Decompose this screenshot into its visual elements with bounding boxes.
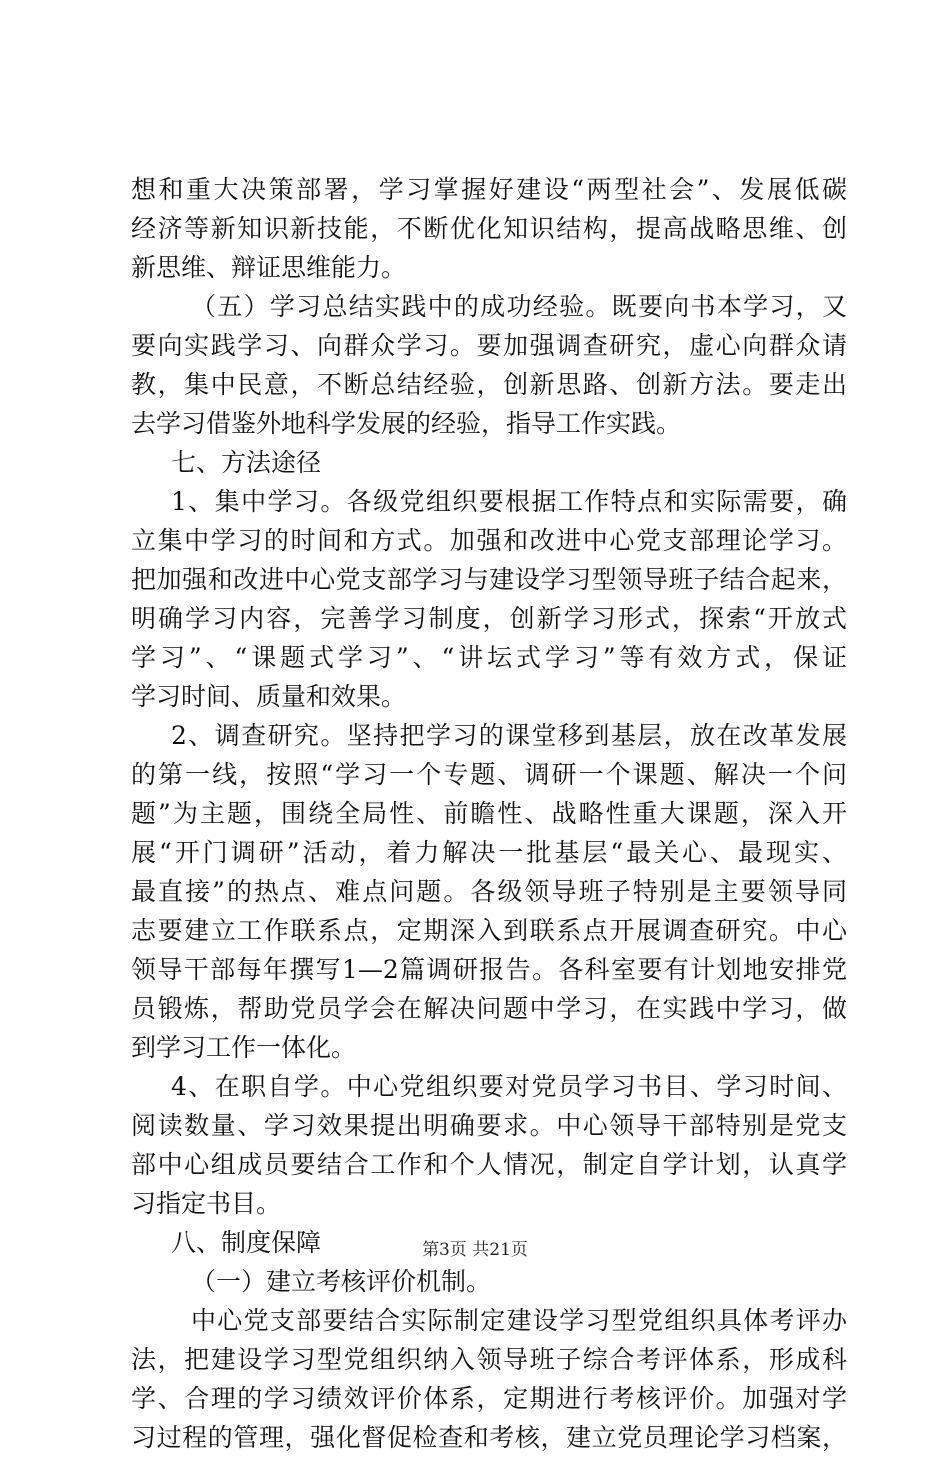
text-line: 的第一线，按照“学习一个专题、调研一个课题、解决一个问: [131, 760, 847, 789]
text-line: 教，集中民意，不断总结经验，创新思路、创新方法。要走出: [131, 370, 847, 399]
page-footer: 第3页 共21页: [422, 1240, 528, 1260]
text-line: 展“开门调研”活动，着力解决一批基层“最关心、最现实、: [131, 838, 847, 867]
text-line: 4、在职自学。中心党组织要对党员学习书目、学习时间、: [171, 1072, 847, 1101]
text-line: 习过程的管理，强化督促检查和考核，建立党员理论学习档案，: [131, 1423, 847, 1452]
text-line: 想和重大决策部署，学习掌握好建设“两型社会”、发展低碳: [131, 175, 847, 204]
text-line: 习指定书目。: [131, 1189, 282, 1218]
text-line: 法，把建设学习型党组织纳入领导班子综合考评体系，形成科: [131, 1345, 847, 1374]
text-line: （五）学习总结实践中的成功经验。既要向书本学习，又: [191, 292, 847, 321]
text-line: 明确学习内容，完善学习制度，创新学习形式，探索“开放式: [131, 604, 847, 633]
text-line: 志要建立工作联系点，定期深入到联系点开展调查研究。中心: [131, 916, 847, 945]
text-line: 阅读数量、学习效果提出明确要求。中心领导干部特别是党支: [131, 1111, 847, 1140]
text-line: 要向实践学习、向群众学习。要加强调查研究，虚心向群众请: [131, 331, 847, 360]
text-line: 学习时间、质量和效果。: [131, 682, 407, 711]
text-line: 1、集中学习。各级党组织要根据工作特点和实际需要，确: [171, 487, 847, 516]
text-line: 去学习借鉴外地科学发展的经验，指导工作实践。: [131, 409, 682, 438]
text-line: 到学习工作一体化。: [131, 1033, 357, 1062]
text-line: 题”为主题，围绕全局性、前瞻性、战略性重大课题，深入开: [131, 799, 847, 828]
text-line: 立集中学习的时间和方式。加强和改进中心党支部理论学习。: [131, 526, 847, 555]
text-line: 新思维、辩证思维能力。: [131, 253, 407, 282]
text-line: 学、合理的学习绩效评价体系，定期进行考核评价。加强对学: [131, 1384, 847, 1413]
text-line: 部中心组成员要结合工作和个人情况，制定自学计划，认真学: [131, 1150, 847, 1179]
section-heading: 七、方法途径: [171, 448, 322, 477]
text-line: 把加强和改进中心党支部学习与建设学习型领导班子结合起来，: [131, 565, 847, 594]
text-line: 中心党支部要结合实际制定建设学习型党组织具体考评办: [191, 1306, 847, 1335]
text-line: 学习”、“课题式学习”、“讲坛式学习”等有效方式，保证: [131, 643, 847, 672]
text-line: 员锻炼，帮助党员学会在解决问题中学习，在实践中学习，做: [131, 994, 847, 1023]
section-heading: 八、制度保障: [171, 1228, 322, 1257]
text-line: 领导干部每年撰写1—2篇调研报告。各科室要有计划地安排党: [131, 955, 847, 984]
text-line: 经济等新知识新技能，不断优化知识结构，提高战略思维、创: [131, 214, 847, 243]
text-line: 最直接”的热点、难点问题。各级领导班子特别是主要领导同: [131, 877, 847, 906]
subsection-heading: （一）建立考核评价机制。: [191, 1267, 492, 1296]
text-line: 2、调查研究。坚持把学习的课堂移到基层，放在改革发展: [171, 721, 847, 750]
document-body: [131, 170, 847, 1457]
